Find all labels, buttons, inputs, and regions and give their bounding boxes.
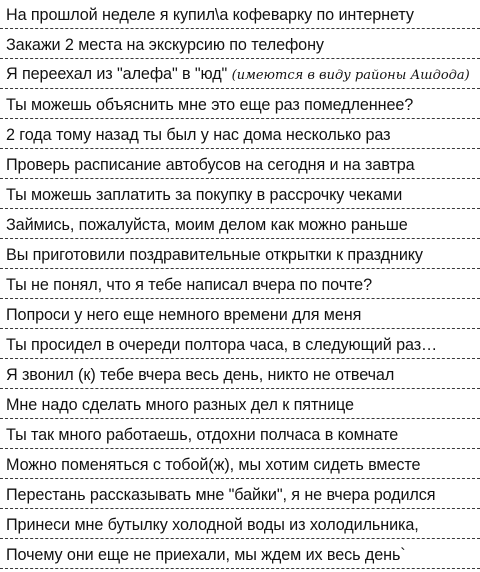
sentence-text: 2 года тому назад ты был у нас дома несколько раз (6, 126, 391, 144)
sentence-printed-part: Я переехал из "алефа" в "юд" (6, 65, 228, 83)
sentence-line (0, 300, 480, 329)
sentence-line (0, 390, 480, 419)
sentence-text: Ты не понял, что я тебе написал вчера по почте? (6, 276, 372, 294)
sentence-text: Я звонил (к) тебе вчера весь день, никто не отвечал (6, 366, 395, 384)
sentence-line (0, 510, 480, 539)
sentence-line (0, 210, 480, 239)
sentence-text: Ты так много работаешь, отдохни полчаса в комнате (6, 426, 399, 444)
sentence-text: Попроси у него еще немного времени для меня (6, 306, 362, 324)
sentence-text: Проверь расписание автобусов на сегодня и на завтра (6, 156, 415, 174)
sentence-text: Ты просидел в очереди полтора часа, в следующий раз… (6, 336, 438, 354)
sentence-line (0, 270, 480, 299)
sentence-line (0, 30, 480, 59)
sentence-text: Принеси мне бутылку холодной воды из холодильника, (6, 516, 419, 534)
sentence-line (0, 150, 480, 179)
sentence-line (0, 360, 480, 389)
sentence-text: Закажи 2 места на экскурсию по телефону (6, 36, 324, 54)
sentence-text: Займись, пожалуйста, моим делом как можно раньше (6, 216, 408, 234)
sentence-line (0, 480, 480, 509)
sentence-line (0, 420, 480, 449)
sentence-text: Мне надо сделать много разных дел к пятнице (6, 396, 354, 414)
sentence-text: Ты можешь заплатить за покупку в рассрочку чеками (6, 186, 403, 204)
handwritten-note: (имеются в виду районы Ашдода) (231, 68, 470, 83)
sentence-line (0, 240, 480, 269)
sentence-text: На прошлой неделе я купил\а кофеварку по интернету (6, 6, 414, 24)
sentence-line (0, 180, 480, 209)
sentence-line (0, 450, 480, 479)
sentence-line (0, 0, 480, 29)
sentence-text (6, 65, 470, 85)
sentence-text: Ты можешь объяснить мне это еще раз помедленнее? (6, 96, 414, 114)
sentence-line (0, 330, 480, 359)
sentence-line (0, 90, 480, 119)
sentence-text: Можно поменяться с тобой(ж), мы хотим сидеть вместе (6, 456, 421, 474)
sentence-text: Почему они еще не приехали, мы ждем их весь день` (6, 546, 406, 564)
sentence-text: Перестань рассказывать мне "байки", я не вчера родился (6, 486, 436, 504)
sentence-line (0, 120, 480, 149)
sentence-text: Вы приготовили поздравительные открытки к празднику (6, 246, 423, 264)
sentence-line (0, 540, 480, 569)
sentence-line (0, 60, 480, 89)
